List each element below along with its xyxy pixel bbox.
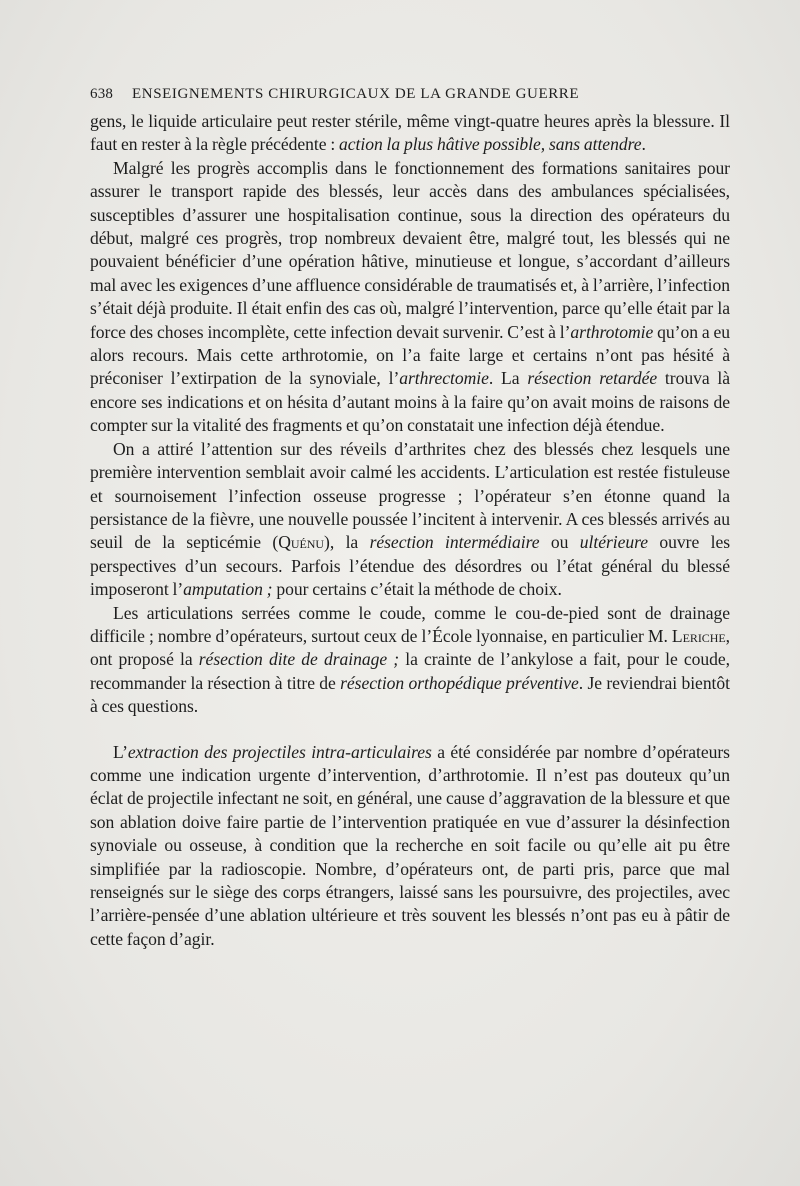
text-run: . La: [488, 368, 528, 389]
paragraph-continuation: [90, 110, 730, 157]
text-run: trouva là encore ses indications et on hésita d’autant moins à la faire qu’on avait moins de raisons de compter sur la vitalité des fragments et qu’on constatait une infection déjà étendue.: [90, 368, 730, 436]
text-run: Les articulations serrées comme le coude, comme le cou-de-pied sont de drainage difficile ; nombre d’opérateurs, surtout ceux de l’École lyonnaise, en particulier M.: [90, 602, 730, 646]
italic-term: ultérieure: [579, 532, 649, 553]
paragraph-arthrotomie: [90, 157, 730, 438]
author-name: Leriche: [671, 625, 726, 646]
italic-term: résection intermédiaire: [369, 532, 540, 553]
text-run: gens, le liquide articulaire peut rester stérile, même vingt-quatre heures après la blessure. Il faut en rester à la règle précédente :: [90, 111, 730, 155]
page-number: 638: [90, 86, 114, 102]
text-run: L’: [113, 741, 128, 762]
running-title: ENSEIGNEMENTS CHIRURGICAUX DE LA GRANDE GUERRE: [132, 86, 580, 102]
italic-term: extraction des projectiles intra-articulaires: [127, 741, 432, 762]
body-text: [90, 110, 730, 951]
text-run: . Je reviendrai bientôt à ces questions.: [90, 672, 730, 717]
text-run: Malgré les progrès accomplis dans le fonctionnement des formations sanitaires pour assurer le transport rapide des blessés, leur accès dans des ambulances spécialisées, susceptibles d’assurer une hospitalisation continue, sous la direction des opérateurs du début, malgré ces progrès, trop nombreux devaient être, malgré tout, les blessés qui ne pouvaient bénéficier d’une opération hâtive, minutieuse et longue, s’accordant d’ailleurs mal avec les exigences d’une affluence considérable de traumatisés et, à l’arrière, l’infection s’était déjà produite. Il était enfin des cas où, malgré l’intervention, parce qu’elle était par la force des choses incomplète, cette infection devait survenir. C’est à l’: [90, 157, 730, 342]
italic-term: résection retardée: [527, 368, 658, 389]
paragraph-reveils-arthrites: [90, 438, 730, 602]
italic-term: arthrectomie: [399, 368, 489, 389]
italic-term: résection orthopédique préventive: [340, 672, 579, 693]
italic-term: amputation ;: [183, 579, 273, 600]
text-run: On a attiré l’attention sur des réveils d’arthrites chez des blessés chez lesquels une première intervention semblait avoir calmé les accidents. L’articulation est restée fistuleuse et sournoisement l’infection osseuse progresse ; l’opérateur s’en étonne quand la persistance de la fièvre, une nouvelle poussée l’incitent à intervenir. A ces blessés arrivés au seuil de la septicémie (: [90, 438, 730, 553]
text-run: ), la: [324, 532, 370, 553]
paragraph-extraction-projectiles: [90, 741, 730, 952]
italic-term: résection dite de drainage ;: [198, 649, 400, 670]
text-run: pour certains c’était la méthode de choix.: [272, 579, 562, 600]
italic-term: arthrotomie: [570, 321, 654, 342]
text-run: , ont proposé la: [90, 625, 730, 670]
page-header: [90, 86, 726, 108]
text-run: ou: [539, 532, 580, 553]
author-name: Quénu: [278, 532, 325, 553]
text-run: qu’on a eu alors recours. Mais cette arthrotomie, on l’a faite large et certains n’ont pas hésité à préconiser l’extirpation de la synoviale, l’: [90, 321, 731, 389]
text-run: la crainte de l’ankylose a fait, pour le coude, recommander la résection à titre de: [90, 649, 731, 693]
text-run: ouvre les perspectives d’un secours. Parfois l’étendue des désordres ou l’état général du blessé imposeront l’: [90, 532, 731, 600]
paragraph-articulations-serrees: [90, 602, 730, 719]
text-run: .: [641, 134, 646, 155]
text-run: a été considérée par nombre d’opérateurs comme une indication urgente d’intervention, d’arthrotomie. Il n’est pas douteux qu’un éclat de projectile infectant ne soit, en général, une cause d’aggravation de la blessure et que son ablation doive faire partie de l’intervention pratiquée en vue d’assurer la désinfection synoviale ou osseuse, à condition que la recherche en soit facile ou qu’elle ait pu être simplifiée par la radioscopie. Nombre, d’opérateurs ont, de parti pris, parce que mal renseignés sur le siège des corps étrangers, laissé sans les poursuivre, des projectiles, avec l’arrière-pensée d’une ablation ultérieure et très souvent les blessés n’ont pas eu à pâtir de cette façon d’agir.: [90, 741, 730, 949]
italic-term: action la plus hâtive possible, sans attendre: [339, 134, 642, 155]
